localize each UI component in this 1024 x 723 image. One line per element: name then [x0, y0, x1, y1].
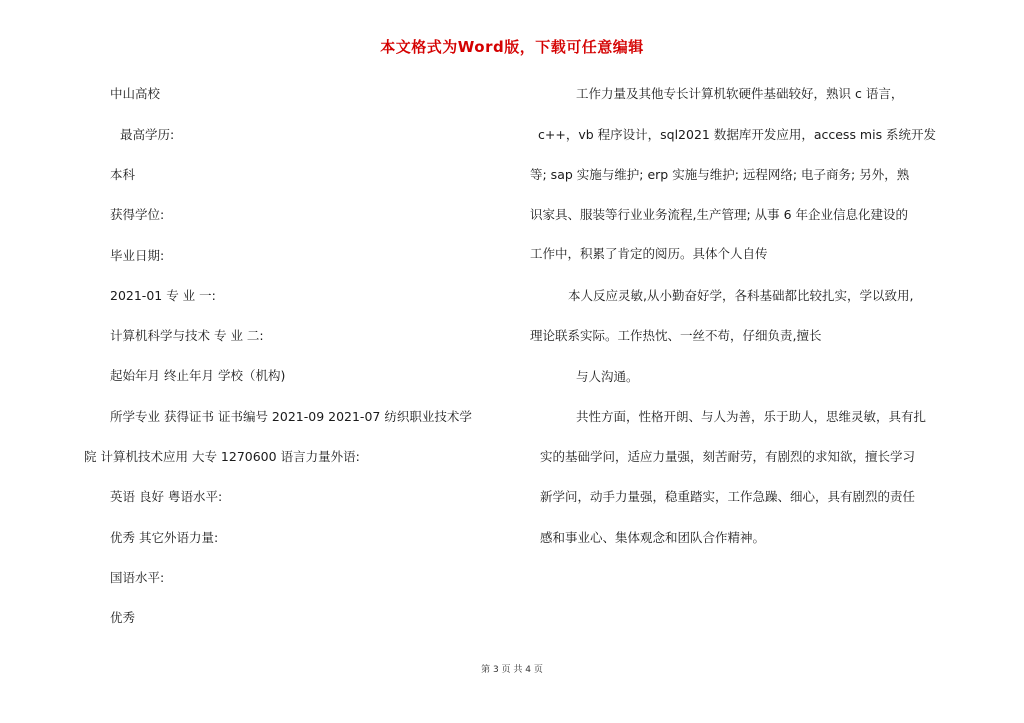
- education-table-header: 起始年月 终止年月 学校（机构): [110, 368, 286, 383]
- self-intro-line-3: 与人沟通。: [576, 369, 639, 384]
- skills-line-3: 等; sap 实施与维护; erp 实施与维护; 远程网络; 电子商务; 另外，熟: [530, 167, 910, 182]
- mandarin-level-value: 优秀: [110, 610, 136, 625]
- highest-degree-label: 最高学历:: [120, 127, 175, 142]
- skills-line-4: 识家具、服装等行业业务流程,生产管理; 从事 6 年企业信息化建设的: [530, 207, 909, 222]
- english-level-line: 英语 良好 粤语水平:: [110, 489, 223, 504]
- degree-value: 本科: [110, 167, 136, 182]
- personality-line-4: 感和事业心、集体观念和团队合作精神。: [540, 530, 766, 545]
- word-format-banner: 本文格式为Word版，下载可任意编辑: [380, 38, 644, 56]
- cantonese-level-line: 优秀 其它外语力量:: [110, 530, 219, 545]
- personality-line-1: 共性方面，性格开朗、与人为善，乐于助人，思维灵敏，具有扎: [576, 409, 927, 424]
- education-record-line-1: 所学专业 获得证书 证书编号 2021-09 2021-07 纺织职业技术学: [110, 409, 472, 424]
- self-intro-line-2: 理论联系实际。工作热忱、一丝不苟，仔细负责,擅长: [530, 328, 822, 343]
- graduation-date-label: 毕业日期:: [110, 248, 165, 263]
- self-intro-line-1: 本人反应灵敏,从小勤奋好学，各科基础都比较扎实，学以致用,: [568, 288, 914, 303]
- skills-line-2: c++，vb 程序设计，sql2021 数据库开发应用，access mis 系统开发: [538, 127, 937, 142]
- page-number: 第 3 页 共 4 页: [481, 665, 543, 675]
- school-name: 中山高校: [110, 86, 161, 101]
- major-one-line: 2021-01 专 业 一:: [110, 288, 216, 303]
- education-record-line-2: 院 计算机技术应用 大专 1270600 语言力量外语:: [84, 449, 360, 464]
- mandarin-level-label: 国语水平:: [110, 570, 165, 585]
- skills-line-1: 工作力量及其他专长计算机软硬件基础较好，熟识 c 语言，: [576, 86, 904, 101]
- personality-line-2: 实的基础学问，适应力量强，刻苦耐劳，有剧烈的求知欲，擅长学习: [540, 449, 916, 464]
- academic-degree-label: 获得学位:: [110, 207, 165, 222]
- personality-line-3: 新学问，动手力量强，稳重踏实，工作急躁、细心，具有剧烈的责任: [540, 489, 916, 504]
- major-two-line: 计算机科学与技术 专 业 二:: [110, 328, 264, 343]
- skills-line-5: 工作中，积累了肯定的阅历。具体个人自传: [530, 246, 768, 261]
